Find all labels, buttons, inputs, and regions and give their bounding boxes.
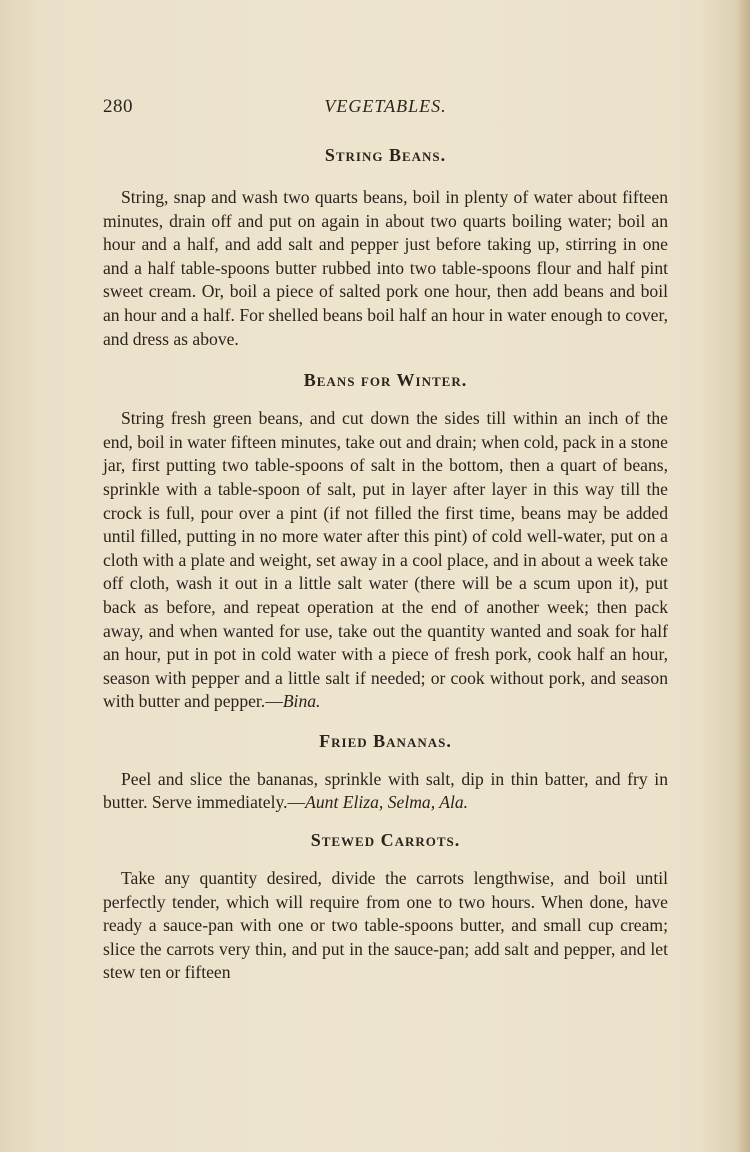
recipe-text: String fresh green beans, and cut down the sides till within an inch of the end, boil in water fifteen minutes, take out and drain; when cold, pack in a stone jar, first putting two table-spoons of salt in the bottom, then a quart of beans, sprinkle with a table-spoon of salt, put in layer after layer in this way till the crock is full, pour over a pint (if not filled the first time, beans may be added until filled, putting in no more water after this pint) of cold well-water, put on a cloth with a plate and weight, set away in a cool place, and in about a week take off cloth, wash it out in a little salt water (there will be a scum upon it), put back as before, and repeat operation at the end of another week; then pack away, and when wanted for use, take out the quantity wanted and soak for half an hour, put in pot in cold water with a piece of fresh pork, cook half an hour, season with pepper and a little salt if needed; or cook without pork, and season with butter and pepper.— [103,408,668,712]
recipe-text: Peel and slice the bananas, sprinkle with salt, dip in thin batter, and fry in butter. Serve immediately.— [103,768,668,813]
recipe-heading-fried-bananas: Fried Bananas. [319,730,452,751]
page-content [103,140,668,985]
recipe-body-beans-for-winter [103,407,668,714]
recipe-text: String, snap and wash two quarts beans, boil in plenty of water about fifteen minutes, drain off and put on again in about two quarts boiling water; boil an hour and a half, and add salt and pepper just before taking up, stirring in one and a half table-spoons butter rubbed into two table-spoons flour and half pint sweet cream. Or, boil a piece of salted pork one hour, then add beans and boil an hour and a half. For shelled beans boil half an hour in water enough to cover, and dress as above. [103,187,668,349]
recipe-text: Take any quantity desired, divide the carrots lengthwise, and boil until perfectly tender, which will require from one to two hours. When done, have ready a sauce-pan with one or two table-spoons butter, and small cup cream; slice the carrots very thin, and put in the sauce-pan; add salt and pepper, and let stew ten or fifteen [103,868,668,983]
recipe-attribution: Bina. [282,691,321,712]
recipe-body-stewed-carrots [103,867,668,985]
recipe-attribution: Aunt Eliza, Selma, Ala. [305,792,469,813]
recipe-heading-stewed-carrots: Stewed Carrots. [310,830,461,851]
recipe-body-fried-bananas [103,768,668,815]
recipe-body-string-beans [103,186,668,351]
recipe-heading-string-beans: String Beans. [324,145,447,165]
page-edge-shadow [736,0,750,1152]
running-title: VEGETABLES. [324,96,447,116]
recipe-heading-beans-for-winter: Beans for Winter. [303,370,468,391]
page-number: 280 [103,96,133,117]
running-header [103,96,668,122]
